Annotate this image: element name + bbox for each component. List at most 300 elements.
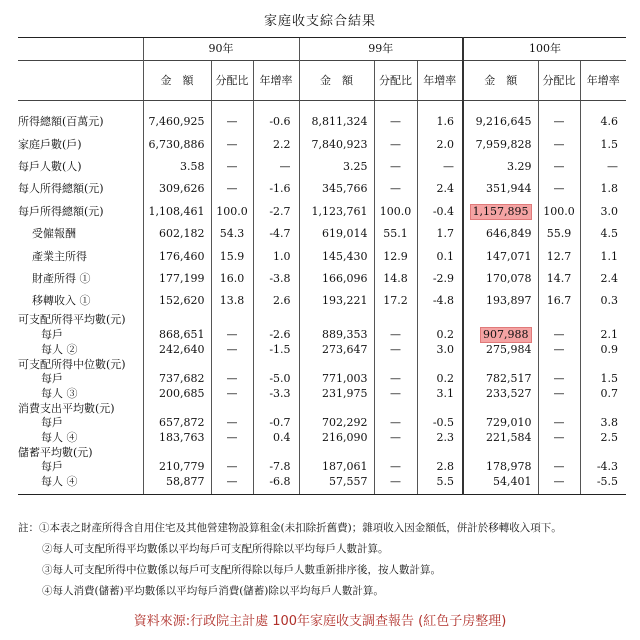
table-cell xyxy=(463,358,538,372)
table-cell xyxy=(299,111,374,133)
table-cell xyxy=(211,475,253,490)
cell-value: 702,292 xyxy=(322,416,368,430)
table-cell xyxy=(538,431,580,446)
table-cell xyxy=(417,201,463,223)
table-cell xyxy=(253,178,299,200)
table-cell xyxy=(253,290,299,312)
table-cell xyxy=(211,372,253,387)
table-cell xyxy=(417,327,463,343)
cell-value: 646,849 xyxy=(486,227,532,241)
table-cell xyxy=(463,431,538,446)
cell-value: -5.0 xyxy=(269,372,291,386)
table-cell xyxy=(374,416,417,431)
table-cell xyxy=(299,178,374,200)
header-blank xyxy=(18,38,143,61)
cell-value: 5.5 xyxy=(436,475,455,489)
table-cell xyxy=(538,313,580,327)
table-cell xyxy=(143,223,211,245)
cell-value: 619,014 xyxy=(322,227,368,241)
table-cell xyxy=(374,446,417,460)
table-cell xyxy=(253,343,299,358)
table-cell xyxy=(211,446,253,460)
table-cell xyxy=(211,290,253,312)
spacer-cell xyxy=(253,101,299,112)
cell-value: — xyxy=(390,137,402,151)
cell-value: 6,730,886 xyxy=(148,137,205,151)
cell-value: 2.3 xyxy=(436,431,455,445)
spacer-cell xyxy=(18,101,143,112)
table-cell xyxy=(538,475,580,490)
table-cell xyxy=(580,268,626,290)
cell-value: 7,840,923 xyxy=(311,137,368,151)
table-row xyxy=(18,268,626,290)
cell-value: -2.9 xyxy=(432,271,455,285)
table-cell xyxy=(299,313,374,327)
cell-value: — xyxy=(390,372,402,386)
table-cell xyxy=(253,245,299,267)
cell-value: 0.9 xyxy=(600,343,619,357)
spacer-cell xyxy=(538,101,580,112)
cell-value: 3.8 xyxy=(600,416,619,430)
cell-value: — xyxy=(553,416,565,430)
bottom-rule xyxy=(253,490,299,495)
table-cell xyxy=(299,223,374,245)
table-row xyxy=(18,156,626,178)
row-label: 每戶 xyxy=(41,372,63,386)
cell-value: 54,401 xyxy=(493,475,532,489)
column-header: 分配比 xyxy=(374,61,417,101)
cell-value: — xyxy=(553,475,565,489)
year-header: 90年 xyxy=(143,38,299,61)
table-cell xyxy=(211,223,253,245)
bottom-rule xyxy=(463,490,538,495)
table-cell xyxy=(299,402,374,416)
spacer-cell xyxy=(417,101,463,112)
cell-value: 233,527 xyxy=(486,387,532,401)
table-row xyxy=(18,387,626,402)
cell-value: — xyxy=(553,387,565,401)
table-cell xyxy=(299,446,374,460)
bottom-rule xyxy=(143,490,211,495)
table-cell xyxy=(538,156,580,178)
table-cell xyxy=(374,201,417,223)
cell-value: — xyxy=(390,416,402,430)
row-label: 每人 ③ xyxy=(41,387,78,401)
cell-value: 771,003 xyxy=(322,372,368,386)
table-cell xyxy=(417,358,463,372)
table-cell xyxy=(538,343,580,358)
table-cell xyxy=(417,387,463,402)
table-cell xyxy=(463,372,538,387)
table-row xyxy=(18,460,626,475)
table-cell xyxy=(211,111,253,133)
table-cell xyxy=(253,387,299,402)
table-cell xyxy=(211,431,253,446)
table-cell xyxy=(417,372,463,387)
table-cell xyxy=(374,358,417,372)
cell-value: — xyxy=(226,387,238,401)
table-cell xyxy=(253,111,299,133)
row-label: 每戶 xyxy=(41,416,63,430)
cell-value: -2.7 xyxy=(269,204,291,218)
cell-value: -4.3 xyxy=(596,460,619,474)
table-cell xyxy=(299,387,374,402)
cell-value: 1.7 xyxy=(436,227,455,241)
table-cell xyxy=(417,343,463,358)
cell-value: 3.0 xyxy=(436,343,455,357)
cell-value: — xyxy=(390,343,402,357)
table-cell xyxy=(211,245,253,267)
row-label: 每人所得總額(元) xyxy=(18,182,104,196)
table-cell xyxy=(580,178,626,200)
table-cell xyxy=(463,343,538,358)
cell-value: — xyxy=(226,475,238,489)
table-cell xyxy=(143,446,211,460)
cell-value: 4.6 xyxy=(600,115,619,129)
table-cell xyxy=(253,313,299,327)
table-cell xyxy=(580,431,626,446)
table-cell xyxy=(580,446,626,460)
table-cell xyxy=(538,290,580,312)
table-row xyxy=(18,402,626,416)
cell-value: 1.6 xyxy=(436,115,455,129)
table-cell xyxy=(374,387,417,402)
cell-value: 242,640 xyxy=(159,343,205,357)
spacer-cell xyxy=(211,101,253,112)
cell-value: — xyxy=(553,431,565,445)
table-cell xyxy=(299,268,374,290)
table-cell xyxy=(580,358,626,372)
cell-value: — xyxy=(226,182,238,196)
cell-value: 0.1 xyxy=(436,249,455,263)
income-table xyxy=(18,37,626,495)
cell-value: 2.1 xyxy=(600,327,619,341)
cell-value: 147,071 xyxy=(486,249,532,263)
bottom-rule xyxy=(417,490,463,495)
table-cell xyxy=(580,111,626,133)
row-label: 每人 ④ xyxy=(41,431,78,445)
table-cell xyxy=(580,460,626,475)
cell-value: 2.6 xyxy=(273,294,291,308)
bottom-rule xyxy=(299,490,374,495)
cell-value: 200,685 xyxy=(159,387,205,401)
table-cell xyxy=(580,402,626,416)
table-cell xyxy=(463,178,538,200)
cell-value: 1.5 xyxy=(600,372,619,386)
table-cell xyxy=(580,343,626,358)
table-cell xyxy=(417,268,463,290)
column-header: 年增率 xyxy=(580,61,626,101)
table-cell xyxy=(143,268,211,290)
cell-value: 1,123,761 xyxy=(311,204,368,218)
table-cell xyxy=(374,372,417,387)
table-cell xyxy=(299,372,374,387)
cell-value: 729,010 xyxy=(486,416,532,430)
cell-value: — xyxy=(607,159,619,173)
cell-value: 1.5 xyxy=(600,137,619,151)
table-cell xyxy=(374,111,417,133)
cell-value: 145,430 xyxy=(322,249,368,263)
table-cell xyxy=(143,372,211,387)
cell-value: 3.0 xyxy=(600,204,619,218)
table-cell xyxy=(253,358,299,372)
table-cell xyxy=(211,133,253,155)
row-label: 受僱報酬 xyxy=(32,227,76,241)
cell-value: -0.4 xyxy=(432,204,455,218)
footnote: 註：①本表之財產所得含自用住宅及其他營建物設算租金(未扣除折舊費)；雜項收入因金額低，併計於移轉收入項下。 xyxy=(18,522,562,534)
footnote: ③每人可支配所得中位數係以每戶可支配所得除以每戶人數重新排序後，按人數計算。 xyxy=(42,564,441,576)
table-cell xyxy=(374,402,417,416)
table-cell xyxy=(143,475,211,490)
header-blank xyxy=(18,61,143,101)
table-cell xyxy=(253,156,299,178)
table-cell xyxy=(538,387,580,402)
source-credit: 資料來源:行政院主計處 100年家庭收支調查報告 (紅色子房整理) xyxy=(133,614,507,629)
table-cell xyxy=(580,372,626,387)
spacer-cell xyxy=(143,101,211,112)
cell-value: 166,096 xyxy=(322,271,368,285)
table-cell xyxy=(253,133,299,155)
cell-value: — xyxy=(226,416,238,430)
table-cell xyxy=(374,290,417,312)
cell-value: — xyxy=(390,115,402,129)
table-cell xyxy=(211,268,253,290)
table-cell xyxy=(374,327,417,343)
table-cell xyxy=(417,111,463,133)
row-label: 所得總額(百萬元) xyxy=(18,115,104,129)
table-cell xyxy=(143,201,211,223)
year-header: 100年 xyxy=(463,38,626,61)
cell-value: 345,766 xyxy=(322,182,368,196)
table-cell xyxy=(211,327,253,343)
table-cell xyxy=(253,402,299,416)
cell-value: 12.7 xyxy=(546,249,572,263)
table-cell xyxy=(463,156,538,178)
table-cell xyxy=(538,133,580,155)
table-row xyxy=(18,327,626,343)
table-cell xyxy=(417,290,463,312)
table-cell xyxy=(417,460,463,475)
table-cell xyxy=(374,313,417,327)
table-row xyxy=(18,313,626,327)
row-label: 每戶 xyxy=(41,460,63,474)
cell-value: -3.8 xyxy=(269,271,291,285)
table-cell xyxy=(143,178,211,200)
table-cell xyxy=(211,460,253,475)
cell-value: -7.8 xyxy=(269,460,291,474)
table-cell xyxy=(143,133,211,155)
table-cell xyxy=(538,460,580,475)
bottom-rule xyxy=(211,490,253,495)
table-cell xyxy=(538,178,580,200)
cell-value: — xyxy=(390,431,402,445)
table-cell xyxy=(417,313,463,327)
cell-value: — xyxy=(226,327,238,341)
cell-value: 12.9 xyxy=(383,249,408,263)
cell-value: 1.0 xyxy=(273,249,291,263)
row-label: 財產所得 ① xyxy=(32,271,91,285)
table-cell xyxy=(143,460,211,475)
cell-value: 2.0 xyxy=(436,137,455,151)
table-row xyxy=(18,475,626,490)
cell-value: 0.3 xyxy=(600,294,619,308)
table-cell xyxy=(538,245,580,267)
table-cell xyxy=(374,156,417,178)
cell-value: 2.4 xyxy=(600,271,619,285)
table-cell xyxy=(538,268,580,290)
table-cell xyxy=(253,201,299,223)
table-cell xyxy=(417,475,463,490)
cell-value: 210,779 xyxy=(159,460,205,474)
table-cell xyxy=(580,201,626,223)
table-cell xyxy=(538,372,580,387)
spacer-cell xyxy=(463,101,538,112)
cell-value: — xyxy=(390,387,402,401)
table-cell xyxy=(374,475,417,490)
column-header: 年增率 xyxy=(253,61,299,101)
table-cell xyxy=(463,245,538,267)
cell-value: 15.9 xyxy=(219,249,245,263)
table-cell xyxy=(374,343,417,358)
cell-value: 868,651 xyxy=(159,327,205,341)
table-cell xyxy=(374,431,417,446)
column-header: 年增率 xyxy=(417,61,463,101)
cell-value: 231,975 xyxy=(322,387,368,401)
cell-value: 55.9 xyxy=(546,227,572,241)
table-row xyxy=(18,358,626,372)
footnotes xyxy=(18,518,626,602)
cell-value: -6.8 xyxy=(269,475,291,489)
cell-value: 351,944 xyxy=(486,182,532,196)
spacer-cell xyxy=(374,101,417,112)
table-cell xyxy=(417,446,463,460)
cell-value: — xyxy=(390,460,402,474)
column-header: 分配比 xyxy=(538,61,580,101)
cell-value: 0.4 xyxy=(273,431,291,445)
table-cell xyxy=(463,327,538,343)
cell-value: — xyxy=(553,115,565,129)
table-row xyxy=(18,111,626,133)
table-cell xyxy=(374,460,417,475)
table-cell xyxy=(143,327,211,343)
table-cell xyxy=(463,111,538,133)
cell-value: 3.58 xyxy=(180,159,205,173)
cell-value: — xyxy=(553,460,565,474)
table-cell xyxy=(417,402,463,416)
table-cell xyxy=(538,327,580,343)
table-cell xyxy=(253,416,299,431)
table-cell xyxy=(299,156,374,178)
table-cell xyxy=(463,223,538,245)
cell-value: 4.5 xyxy=(600,227,619,241)
table-title: 家庭收支綜合結果 xyxy=(263,14,376,29)
cell-value: 14.8 xyxy=(383,271,408,285)
table-cell xyxy=(253,223,299,245)
row-label: 移轉收入 ① xyxy=(32,294,91,308)
table-cell xyxy=(299,327,374,343)
table-cell xyxy=(143,387,211,402)
table-cell xyxy=(538,416,580,431)
cell-value: -1.6 xyxy=(269,182,291,196)
cell-value: 737,682 xyxy=(159,372,205,386)
cell-value: 3.29 xyxy=(507,159,532,173)
cell-value: 889,353 xyxy=(322,327,368,341)
column-header: 金 額 xyxy=(463,61,538,101)
cell-value: — xyxy=(226,372,238,386)
cell-value: -0.7 xyxy=(269,416,291,430)
table-cell xyxy=(211,201,253,223)
row-label: 每戶人數(人) xyxy=(18,159,82,173)
cell-value: 1.1 xyxy=(600,249,619,263)
cell-value: 3.1 xyxy=(436,387,455,401)
table-row xyxy=(18,245,626,267)
row-label: 家庭戶數(戶) xyxy=(18,137,82,151)
table-cell xyxy=(299,290,374,312)
row-label: 產業主所得 xyxy=(32,249,87,263)
cell-value: 100.0 xyxy=(543,204,575,218)
table-cell xyxy=(580,416,626,431)
table-cell xyxy=(580,156,626,178)
cell-value: 54.3 xyxy=(219,227,245,241)
cell-value: 176,460 xyxy=(159,249,205,263)
table-cell xyxy=(463,446,538,460)
table-cell xyxy=(299,431,374,446)
table-cell xyxy=(299,343,374,358)
cell-value: -0.6 xyxy=(269,115,291,129)
cell-value: 14.7 xyxy=(546,271,572,285)
cell-value: — xyxy=(226,115,238,129)
table-cell xyxy=(211,156,253,178)
bottom-rule xyxy=(18,490,143,495)
column-header: 分配比 xyxy=(211,61,253,101)
cell-value: -0.5 xyxy=(432,416,455,430)
table-cell xyxy=(463,313,538,327)
table-row xyxy=(18,446,626,460)
table-cell xyxy=(143,111,211,133)
cell-value: — xyxy=(390,475,402,489)
cell-value: 782,517 xyxy=(486,372,532,386)
table-cell xyxy=(538,223,580,245)
table-cell xyxy=(374,245,417,267)
table-cell xyxy=(374,268,417,290)
cell-value: 1.8 xyxy=(600,182,619,196)
cell-value: 7,959,828 xyxy=(475,137,532,151)
bottom-rule xyxy=(374,490,417,495)
table-cell xyxy=(580,245,626,267)
year-header: 99年 xyxy=(299,38,463,61)
cell-value: 7,460,925 xyxy=(148,115,205,129)
table-cell xyxy=(143,245,211,267)
cell-value: — xyxy=(279,159,291,173)
table-cell xyxy=(143,416,211,431)
table-cell xyxy=(374,133,417,155)
cell-value: 221,584 xyxy=(486,431,532,445)
cell-value: 178,978 xyxy=(486,460,532,474)
column-header: 金 額 xyxy=(299,61,374,101)
table-cell xyxy=(211,343,253,358)
table-cell xyxy=(417,178,463,200)
bottom-rule xyxy=(538,490,580,495)
table-cell xyxy=(580,475,626,490)
cell-value: 57,557 xyxy=(329,475,368,489)
table-cell xyxy=(143,431,211,446)
cell-value: -4.8 xyxy=(432,294,455,308)
table-cell xyxy=(143,343,211,358)
cell-value: — xyxy=(226,343,238,357)
cell-value: — xyxy=(390,182,402,196)
cell-value: 657,872 xyxy=(159,416,205,430)
table-cell xyxy=(374,178,417,200)
